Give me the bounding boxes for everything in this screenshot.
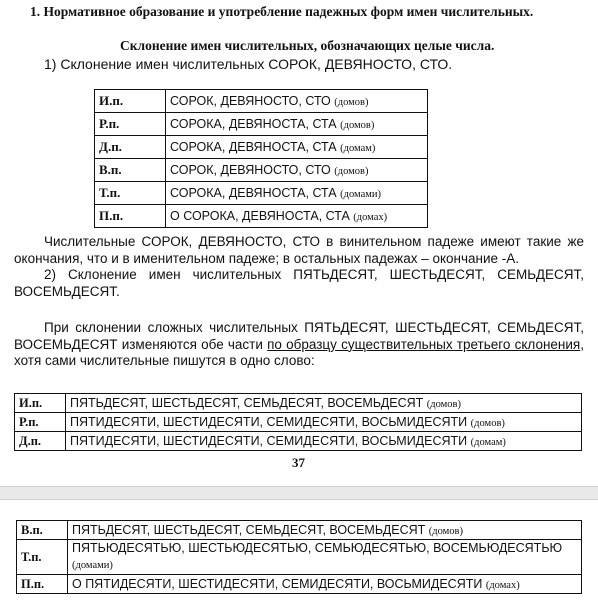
form-cell: О СОРОКА, ДЕВЯНОСТА, СТА (домах) bbox=[166, 205, 428, 228]
table-row bbox=[15, 394, 582, 413]
paragraph-1: Числительные СОРОК, ДЕВЯНОСТО, СТО в винительном падеже имеют такие же окончания, что и в именительном падеже; в остальных падежах – окончание -А. bbox=[14, 234, 584, 266]
form-cell: ПЯТИДЕСЯТИ, ШЕСТИДЕСЯТИ, СЕМИДЕСЯТИ, ВОСЬМИДЕСЯТИ (домов) bbox=[66, 413, 582, 432]
form-cell: ПЯТЬЮДЕСЯТЬЮ, ШЕСТЬЮДЕСЯТЬЮ, СЕМЬЮДЕСЯТЬЮ, ВОСЕМЬЮДЕСЯТЬЮ (домами) bbox=[68, 540, 582, 575]
page-number: 37 bbox=[292, 455, 305, 470]
case-cell: В.п. bbox=[17, 521, 68, 540]
point-2: 2) Склонение имен числительных ПЯТЬДЕСЯТ, ШЕСТЬДЕСЯТ, СЕМЬДЕСЯТ, ВОСЕМЬДЕСЯТ. bbox=[14, 267, 584, 299]
table-row bbox=[17, 521, 582, 540]
case-cell: И.п. bbox=[95, 90, 166, 113]
form-cell: СОРОКА, ДЕВЯНОСТА, СТА (домам) bbox=[166, 136, 428, 159]
form-cell: О ПЯТИДЕСЯТИ, ШЕСТИДЕСЯТИ, СЕМИДЕСЯТИ, ВОСЬМИДЕСЯТИ (домах) bbox=[68, 575, 582, 594]
form-cell: СОРОКА, ДЕВЯНОСТА, СТА (домами) bbox=[166, 182, 428, 205]
table-row bbox=[15, 432, 582, 451]
explanation-block bbox=[14, 234, 584, 300]
form-cell: СОРОК, ДЕВЯНОСТО, СТО (домов) bbox=[166, 159, 428, 182]
case-cell: Т.п. bbox=[17, 540, 68, 575]
table-row bbox=[95, 182, 428, 205]
paragraph-2: При склонении сложных числительных ПЯТЬДЕСЯТ, ШЕСТЬДЕСЯТ, СЕМЬДЕСЯТ, ВОСЕМЬДЕСЯТ изменяются обе части по образцу существительных третьего склонения, хотя сами числительные пишутся в одно слово: bbox=[14, 320, 584, 368]
underlined-phrase: по образцу существительных третьего склонения bbox=[267, 336, 581, 352]
case-cell: Т.п. bbox=[95, 182, 166, 205]
form-cell: ПЯТИДЕСЯТИ, ШЕСТИДЕСЯТИ, СЕМИДЕСЯТИ, ВОСЬМИДЕСЯТИ (домам) bbox=[66, 432, 582, 451]
declension-table-2 bbox=[14, 393, 582, 451]
case-cell: Р.п. bbox=[15, 413, 66, 432]
case-cell: В.п. bbox=[95, 159, 166, 182]
section-heading: 1. Нормативное образование и употребление падежных форм имен числительных. bbox=[30, 4, 534, 19]
case-cell: Д.п. bbox=[95, 136, 166, 159]
form-cell: СОРОК, ДЕВЯНОСТО, СТО (домов) bbox=[166, 90, 428, 113]
form-cell: ПЯТЬДЕСЯТ, ШЕСТЬДЕСЯТ, СЕМЬДЕСЯТ, ВОСЕМЬДЕСЯТ (домов) bbox=[68, 521, 582, 540]
case-cell: П.п. bbox=[17, 575, 68, 594]
form-cell: СОРОКА, ДЕВЯНОСТА, СТА (домов) bbox=[166, 113, 428, 136]
table-row bbox=[17, 540, 582, 575]
subheading: Склонение имен числительных, обозначающих целые числа. bbox=[120, 38, 495, 53]
case-cell: П.п. bbox=[95, 205, 166, 228]
table-row bbox=[17, 575, 582, 594]
table-row bbox=[95, 90, 428, 113]
case-cell: И.п. bbox=[15, 394, 66, 413]
case-cell: Д.п. bbox=[15, 432, 66, 451]
declension-table-3 bbox=[16, 520, 582, 594]
table-row bbox=[95, 113, 428, 136]
explanation-block-2 bbox=[14, 320, 584, 370]
table-row bbox=[95, 205, 428, 228]
table-row bbox=[95, 136, 428, 159]
table-row bbox=[95, 159, 428, 182]
point-1: 1) Склонение имен числительных СОРОК, ДЕВЯНОСТО, СТО. bbox=[44, 56, 453, 72]
page-divider bbox=[0, 486, 598, 500]
case-cell: Р.п. bbox=[95, 113, 166, 136]
declension-table-1 bbox=[94, 89, 428, 228]
form-cell: ПЯТЬДЕСЯТ, ШЕСТЬДЕСЯТ, СЕМЬДЕСЯТ, ВОСЕМЬДЕСЯТ (домов) bbox=[66, 394, 582, 413]
table-row bbox=[15, 413, 582, 432]
